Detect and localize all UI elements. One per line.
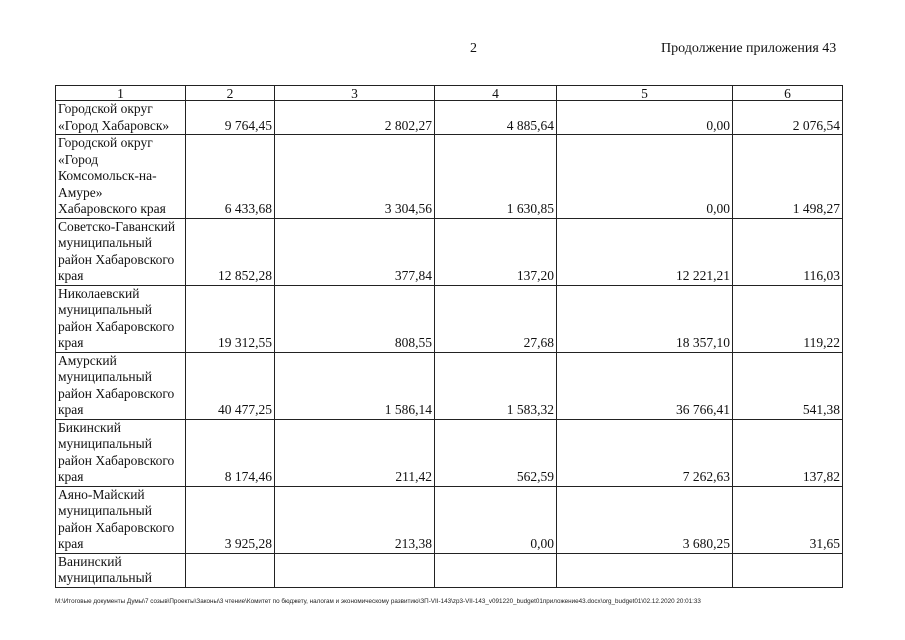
value-cell: 541,38 <box>733 352 843 419</box>
value-cell: 808,55 <box>275 285 435 352</box>
value-cell: 3 304,56 <box>275 135 435 219</box>
table-row <box>56 285 843 352</box>
value-cell: 137,82 <box>733 419 843 486</box>
value-cell: 2 802,27 <box>275 101 435 135</box>
continuation-title: Продолжение приложения 43 <box>661 41 837 56</box>
value-cell: 1 498,27 <box>733 135 843 219</box>
value-cell: 562,59 <box>435 419 557 486</box>
value-cell: 18 357,10 <box>557 285 733 352</box>
value-cell: 7 262,63 <box>557 419 733 486</box>
value-cell: 0,00 <box>557 101 733 135</box>
value-cell: 8 174,46 <box>186 419 275 486</box>
municipality-name: Бикинский муниципальный район Хабаровского края <box>56 419 186 486</box>
municipality-name: Городской округ «Город Комсомольск-на- Амуре» Хабаровского края <box>56 135 186 219</box>
value-cell: 27,68 <box>435 285 557 352</box>
table-row <box>56 419 843 486</box>
value-cell <box>186 553 275 587</box>
column-header: 1 <box>56 86 186 101</box>
table-row <box>56 486 843 553</box>
municipality-name: Ванинский муниципальный <box>56 553 186 587</box>
table-row <box>56 101 843 135</box>
page-number: 2 <box>470 41 477 56</box>
column-header: 6 <box>733 86 843 101</box>
municipality-name: Аяно-Майский муниципальный район Хабаровского края <box>56 486 186 553</box>
value-cell <box>275 553 435 587</box>
municipality-name: Городской округ «Город Хабаровск» <box>56 101 186 135</box>
value-cell: 1 586,14 <box>275 352 435 419</box>
column-header: 3 <box>275 86 435 101</box>
value-cell: 213,38 <box>275 486 435 553</box>
municipality-name: Амурский муниципальный район Хабаровского края <box>56 352 186 419</box>
value-cell <box>557 553 733 587</box>
value-cell: 137,20 <box>435 218 557 285</box>
table-row <box>56 352 843 419</box>
value-cell: 6 433,68 <box>186 135 275 219</box>
value-cell: 9 764,45 <box>186 101 275 135</box>
value-cell: 31,65 <box>733 486 843 553</box>
table-row <box>56 218 843 285</box>
value-cell: 211,42 <box>275 419 435 486</box>
column-header: 2 <box>186 86 275 101</box>
value-cell: 0,00 <box>557 135 733 219</box>
table-row <box>56 553 843 587</box>
municipality-name: Николаевский муниципальный район Хабаровского края <box>56 285 186 352</box>
value-cell: 3 680,25 <box>557 486 733 553</box>
file-path-footer: M:\Итоговые документы Думы\7 созыв\Проекты\Законы\3 чтение\Комитет по бюджету, налогам и экономическому развитию\ЗП-VII-143\zp3-VII-143_v091220_budget01приложение43.docx\org_budget01\02.12.2020 20:01:33 <box>55 598 701 605</box>
value-cell <box>435 553 557 587</box>
value-cell: 40 477,25 <box>186 352 275 419</box>
value-cell: 12 221,21 <box>557 218 733 285</box>
budget-table <box>55 85 843 588</box>
value-cell: 12 852,28 <box>186 218 275 285</box>
value-cell <box>733 553 843 587</box>
table-row <box>56 135 843 219</box>
value-cell: 2 076,54 <box>733 101 843 135</box>
value-cell: 1 583,32 <box>435 352 557 419</box>
column-header: 5 <box>557 86 733 101</box>
value-cell: 0,00 <box>435 486 557 553</box>
municipality-name: Советско-Гаванский муниципальный район Хабаровского края <box>56 218 186 285</box>
value-cell: 1 630,85 <box>435 135 557 219</box>
value-cell: 36 766,41 <box>557 352 733 419</box>
value-cell: 3 925,28 <box>186 486 275 553</box>
value-cell: 116,03 <box>733 218 843 285</box>
value-cell: 377,84 <box>275 218 435 285</box>
table-header-row <box>56 86 843 101</box>
value-cell: 119,22 <box>733 285 843 352</box>
value-cell: 4 885,64 <box>435 101 557 135</box>
column-header: 4 <box>435 86 557 101</box>
value-cell: 19 312,55 <box>186 285 275 352</box>
